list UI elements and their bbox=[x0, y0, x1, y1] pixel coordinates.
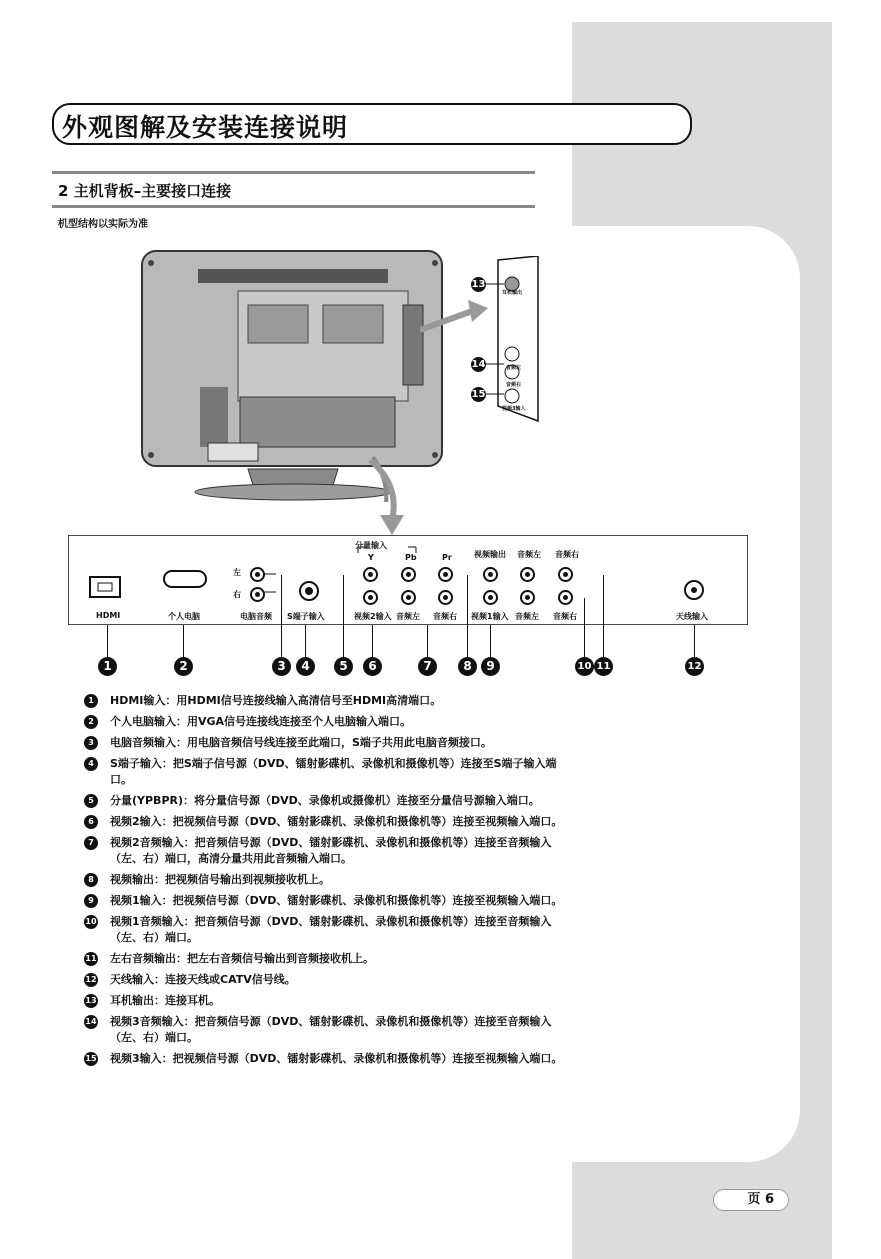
video2-audio-r-jack bbox=[438, 590, 453, 605]
callout-2: 2 bbox=[174, 657, 193, 676]
pc-audio-left-label: 左 bbox=[233, 568, 241, 577]
video1-label: 视频1输入 bbox=[471, 612, 509, 621]
item-text: S端子输入：把S端子信号源（DVD、镭射影碟机、录像机和摄像机等）连接至S端子输入端口。 bbox=[110, 757, 557, 786]
callout-1: 1 bbox=[98, 657, 117, 676]
item-number: 2 bbox=[84, 715, 98, 729]
item-text: 视频2输入：把视频信号源（DVD、镭射影碟机、录像机和摄像机等）连接至视频输入端口。 bbox=[110, 815, 563, 828]
item-text: 视频1音频输入：把音频信号源（DVD、镭射影碟机、录像机和摄像机等）连接至音频输入（左、右）端口。 bbox=[110, 915, 552, 944]
page-number: 页 6 bbox=[713, 1189, 789, 1211]
callout-4: 4 bbox=[296, 657, 315, 676]
list-item bbox=[84, 693, 564, 709]
callout-9: 9 bbox=[481, 657, 500, 676]
callout-8: 8 bbox=[458, 657, 477, 676]
side-jack14b-label: 音频右 bbox=[506, 382, 522, 388]
pc-audio-right-jack bbox=[250, 587, 265, 602]
component-group-label: 分量输入 bbox=[355, 541, 387, 550]
item-text: 视频3输入：把视频信号源（DVD、镭射影碟机、录像机和摄像机等）连接至视频输入端口。 bbox=[110, 1052, 563, 1065]
list-item bbox=[84, 993, 564, 1009]
leader-1 bbox=[107, 625, 108, 657]
item-number: 7 bbox=[84, 836, 98, 850]
item-text: 视频输出：把视频信号输出到视频接收机上。 bbox=[110, 873, 330, 886]
list-item bbox=[84, 814, 564, 830]
side-jack13-label: 耳机输出 bbox=[502, 290, 523, 296]
leader-3 bbox=[281, 575, 282, 657]
leader-7 bbox=[427, 625, 428, 657]
item-number: 13 bbox=[84, 994, 98, 1008]
component-pb-label: Pb bbox=[405, 553, 417, 562]
item-number: 10 bbox=[84, 915, 98, 929]
side-number-13: 13 bbox=[471, 279, 486, 290]
callout-5: 5 bbox=[334, 657, 353, 676]
connector-description-list bbox=[84, 693, 564, 1072]
leader-6 bbox=[372, 625, 373, 657]
video1-audio-l-jack bbox=[520, 590, 535, 605]
leader-4 bbox=[305, 625, 306, 657]
side-number-15: 15 bbox=[471, 389, 486, 400]
callout-3: 3 bbox=[272, 657, 291, 676]
audio-out-r-jack bbox=[558, 567, 573, 582]
side-jack14-label: 音频左 bbox=[506, 365, 522, 371]
video1-in-jack bbox=[483, 590, 498, 605]
video2-audio-r-label: 音频右 bbox=[433, 612, 457, 621]
leader-9 bbox=[490, 625, 491, 657]
video-out-jack bbox=[483, 567, 498, 582]
item-text: 视频1输入：把视频信号源（DVD、镭射影碟机、录像机和摄像机等）连接至视频输入端口。 bbox=[110, 894, 563, 907]
list-item bbox=[84, 714, 564, 730]
callout-11: 11 bbox=[594, 657, 613, 676]
audio-out-l-jack bbox=[520, 567, 535, 582]
leader-8 bbox=[467, 575, 468, 657]
list-item bbox=[84, 972, 564, 988]
callout-7: 7 bbox=[418, 657, 437, 676]
s-video-label: S端子输入 bbox=[287, 612, 325, 621]
item-number: 15 bbox=[84, 1052, 98, 1066]
section-rule-bottom bbox=[52, 205, 535, 208]
section-title: 2 主机背板–主要接口连接 bbox=[58, 182, 232, 200]
callout-12: 12 bbox=[685, 657, 704, 676]
callout-10: 10 bbox=[575, 657, 594, 676]
video2-label: 视频2输入 bbox=[354, 612, 392, 621]
pc-audio-left-jack bbox=[250, 567, 265, 582]
leader-12 bbox=[694, 625, 695, 657]
audio-r-top-label: 音频右 bbox=[555, 550, 579, 559]
list-item bbox=[84, 835, 564, 867]
video1-audio-r-label: 音频右 bbox=[553, 612, 577, 621]
video2-audio-l-jack bbox=[401, 590, 416, 605]
leader-5 bbox=[343, 575, 344, 657]
leader-10 bbox=[584, 598, 585, 657]
item-text: 视频2音频输入：把音频信号源（DVD、镭射影碟机、录像机和摄像机等）连接至音频输入（左、右）端口，高清分量共用此音频输入端口。 bbox=[110, 836, 552, 865]
page-title: 外观图解及安装连接说明 bbox=[62, 113, 349, 142]
item-text: 个人电脑输入：用VGA信号连接线连接至个人电脑输入端口。 bbox=[110, 715, 412, 728]
section-rule-top bbox=[52, 171, 535, 174]
item-text: 电脑音频输入：用电脑音频信号线连接至此端口，S端子共用此电脑音频接口。 bbox=[110, 736, 492, 749]
list-item bbox=[84, 951, 564, 967]
leader-2 bbox=[183, 625, 184, 657]
component-pr-jack bbox=[438, 567, 453, 582]
list-item bbox=[84, 893, 564, 909]
section-note: 机型结构以实际为准 bbox=[58, 219, 148, 230]
video2-audio-l-label: 音频左 bbox=[396, 612, 420, 621]
item-text: HDMI输入：用HDMI信号连接线输入高清信号至HDMI高清端口。 bbox=[110, 694, 442, 707]
pc-label: 个人电脑 bbox=[168, 612, 200, 621]
page-sidebar-cutout bbox=[572, 226, 800, 1162]
hdmi-label: HDMI bbox=[96, 611, 121, 620]
item-number: 6 bbox=[84, 815, 98, 829]
video2-in-jack bbox=[363, 590, 378, 605]
antenna-label: 天线输入 bbox=[676, 612, 708, 621]
list-item bbox=[84, 793, 564, 809]
component-y-jack bbox=[363, 567, 378, 582]
list-item bbox=[84, 1014, 564, 1046]
list-item bbox=[84, 756, 564, 788]
arrow-down-icon bbox=[360, 460, 420, 540]
component-pr-label: Pr bbox=[442, 553, 452, 562]
callout-6: 6 bbox=[363, 657, 382, 676]
video-out-top-label: 视频输出 bbox=[474, 550, 506, 559]
item-text: 视频3音频输入：把音频信号源（DVD、镭射影碟机、录像机和摄像机等）连接至音频输入（左、右）端口。 bbox=[110, 1015, 552, 1044]
pc-audio-right-label: 右 bbox=[233, 590, 241, 599]
video1-audio-r-jack bbox=[558, 590, 573, 605]
list-item bbox=[84, 735, 564, 751]
item-number: 4 bbox=[84, 757, 98, 771]
item-number: 5 bbox=[84, 794, 98, 808]
component-pb-jack bbox=[401, 567, 416, 582]
item-text: 耳机输出：连接耳机。 bbox=[110, 994, 220, 1007]
item-number: 8 bbox=[84, 873, 98, 887]
item-number: 3 bbox=[84, 736, 98, 750]
list-item bbox=[84, 1051, 564, 1067]
list-item bbox=[84, 872, 564, 888]
leader-11 bbox=[603, 575, 604, 657]
audio-l-top-label: 音频左 bbox=[517, 550, 541, 559]
item-number: 12 bbox=[84, 973, 98, 987]
item-number: 14 bbox=[84, 1015, 98, 1029]
item-number: 1 bbox=[84, 694, 98, 708]
item-number: 9 bbox=[84, 894, 98, 908]
item-text: 天线输入：连接天线或CATV信号线。 bbox=[110, 973, 296, 986]
list-item bbox=[84, 914, 564, 946]
side-number-14: 14 bbox=[471, 359, 486, 370]
pc-audio-label: 电脑音频 bbox=[240, 612, 272, 621]
component-y-label: Y bbox=[368, 553, 374, 562]
item-text: 左右音频输出：把左右音频信号输出到音频接收机上。 bbox=[110, 952, 374, 965]
item-text: 分量(YPBPR)：将分量信号源（DVD、录像机或摄像机）连接至分量信号源输入端口。 bbox=[110, 794, 540, 807]
side-jack15-label: 视频3输入 bbox=[502, 406, 526, 412]
video1-audio-l-label: 音频左 bbox=[515, 612, 539, 621]
item-number: 11 bbox=[84, 952, 98, 966]
